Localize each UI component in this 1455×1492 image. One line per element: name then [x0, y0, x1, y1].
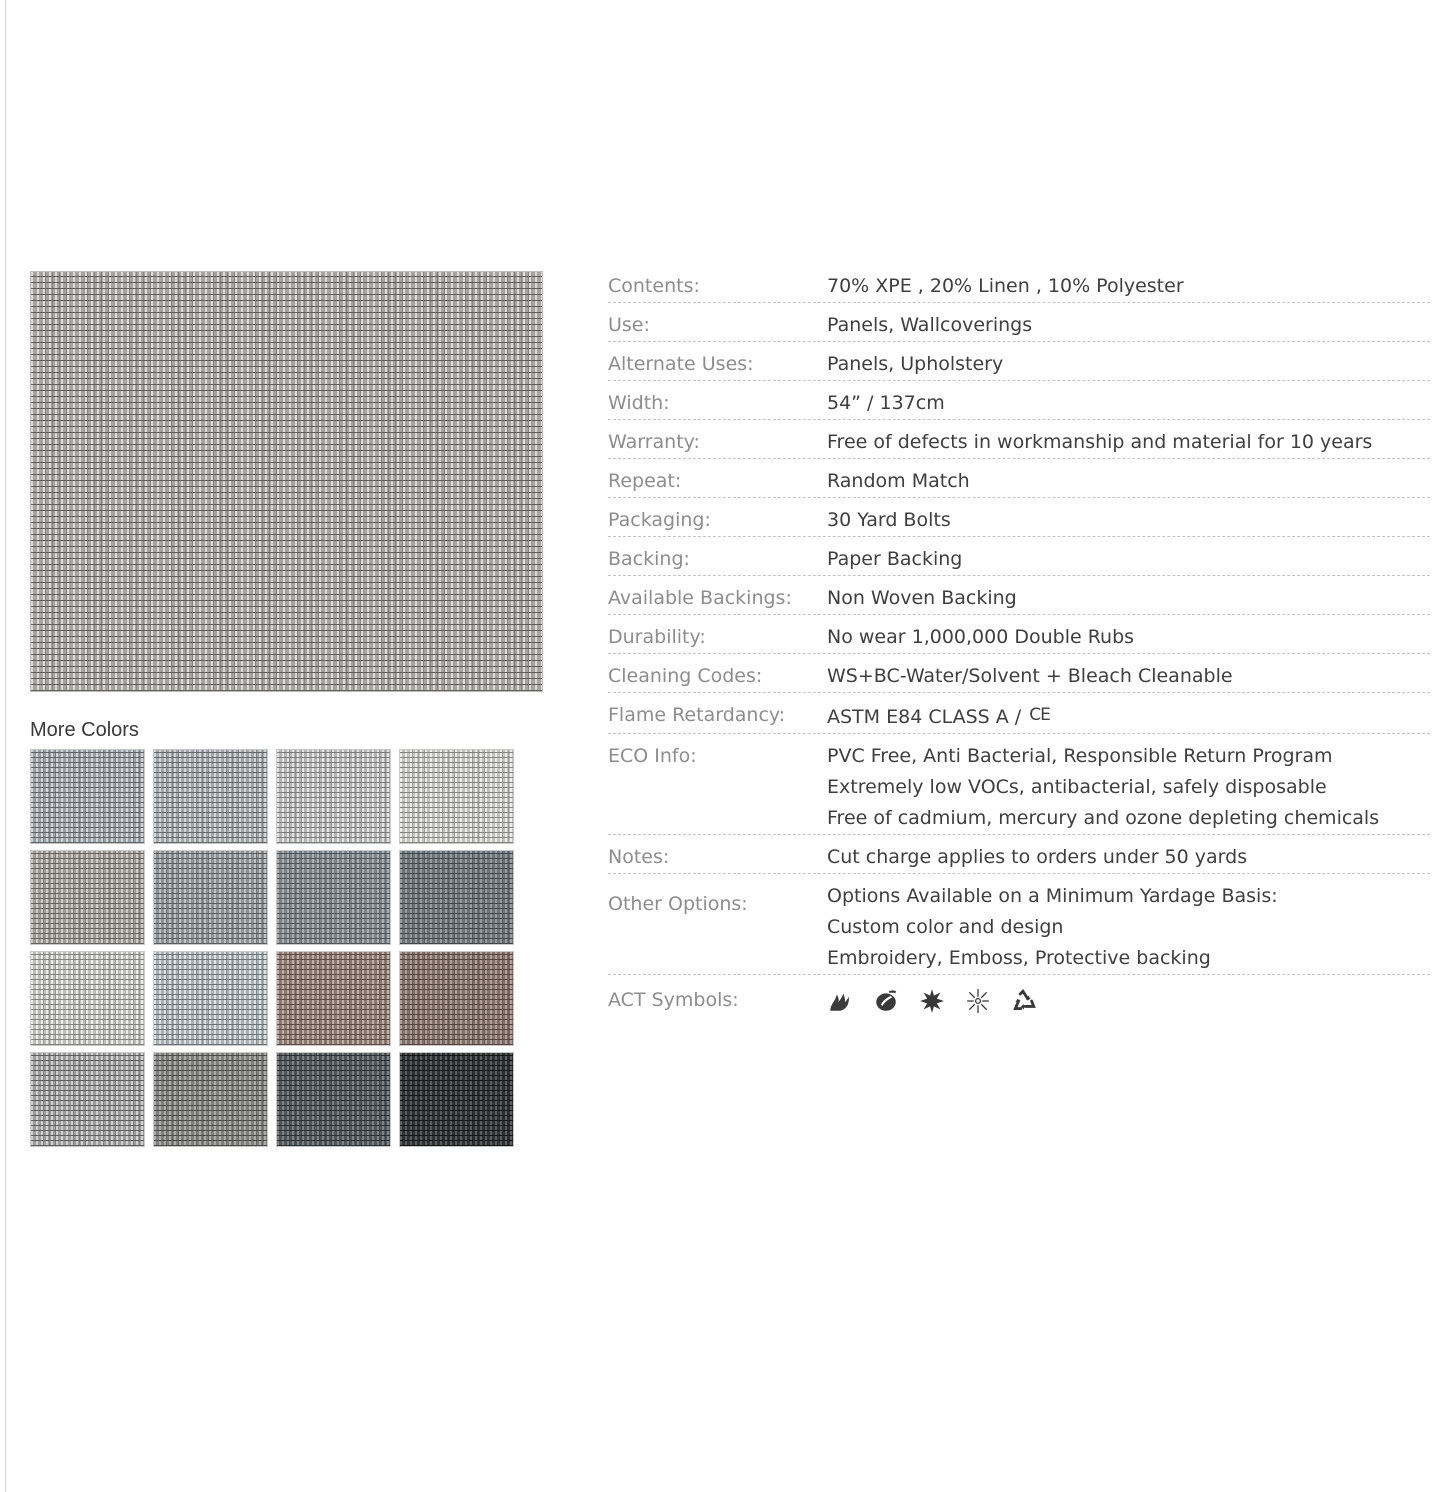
specs-table — [608, 264, 1430, 1016]
spec-row-flame-retardancy — [608, 693, 1430, 734]
act-symbols — [827, 985, 1037, 1016]
color-swatch-1[interactable] — [30, 749, 145, 844]
spec-row-eco-info — [608, 734, 1430, 835]
spec-value: Panels, Upholstery — [827, 353, 1004, 375]
spec-label: Contents: — [608, 275, 700, 297]
spec-label: Durability: — [608, 626, 706, 648]
spec-value: Free of defects in workmanship and material for 10 years — [827, 431, 1373, 453]
spec-value — [827, 700, 1430, 733]
flammability-icon — [827, 988, 853, 1014]
spec-row-act-symbols — [608, 975, 1430, 1016]
spec-row-packaging — [608, 498, 1430, 537]
color-swatch-16[interactable] — [399, 1052, 514, 1147]
page-left-edge-rule — [5, 0, 6, 1492]
spec-row-backing — [608, 537, 1430, 576]
color-swatch-7[interactable] — [276, 850, 391, 945]
spec-label: ECO Info: — [608, 745, 697, 767]
color-swatch-6[interactable] — [153, 850, 268, 945]
spec-value: Random Match — [827, 470, 970, 492]
spec-row-cleaning-codes — [608, 654, 1430, 693]
other-options-line: Embroidery, Emboss, Protective backing — [827, 947, 1211, 969]
spec-label: Other Options: — [608, 893, 748, 915]
spec-value: 70% XPE , 20% Linen , 10% Polyester — [827, 275, 1184, 297]
spec-value: 30 Yard Bolts — [827, 509, 951, 531]
color-swatch-15[interactable] — [276, 1052, 391, 1147]
other-options-line: Custom color and design — [827, 916, 1064, 938]
spec-value — [827, 881, 1430, 974]
spec-label: Alternate Uses: — [608, 353, 754, 375]
color-swatch-12[interactable] — [399, 951, 514, 1046]
spec-row-alternate-uses — [608, 342, 1430, 381]
spec-row-width — [608, 381, 1430, 420]
spec-value: No wear 1,000,000 Double Rubs — [827, 626, 1135, 648]
color-swatch-3[interactable] — [276, 749, 391, 844]
spec-row-contents — [608, 264, 1430, 303]
spec-label: Width: — [608, 392, 670, 414]
flame-retardancy-text: ASTM E84 CLASS A / — [827, 706, 1028, 728]
spec-label: Notes: — [608, 846, 670, 868]
more-colors-grid — [30, 749, 514, 1147]
spec-label: Use: — [608, 314, 650, 336]
other-options-line: Options Available on a Minimum Yardage Basis: — [827, 885, 1278, 907]
spec-label: Cleaning Codes: — [608, 665, 763, 687]
main-fabric-swatch — [30, 271, 543, 692]
spec-label: Repeat: — [608, 470, 682, 492]
spec-row-repeat — [608, 459, 1430, 498]
spec-label: ACT Symbols: — [608, 989, 739, 1011]
wet-crocking-icon — [873, 988, 899, 1014]
spec-row-use — [608, 303, 1430, 342]
ce-mark-icon: CE — [1029, 705, 1050, 725]
spec-value — [827, 741, 1430, 834]
eco-info-line: Free of cadmium, mercury and ozone depleting chemicals — [827, 807, 1380, 829]
spec-value: Non Woven Backing — [827, 587, 1017, 609]
spec-label: Packaging: — [608, 509, 711, 531]
spec-row-warranty — [608, 420, 1430, 459]
spec-row-available-backings — [608, 576, 1430, 615]
color-swatch-9[interactable] — [30, 951, 145, 1046]
spec-value: 54” / 137cm — [827, 392, 945, 414]
color-swatch-2[interactable] — [153, 749, 268, 844]
color-swatch-14[interactable] — [153, 1052, 268, 1147]
dry-crocking-icon — [919, 988, 945, 1014]
spec-label: Backing: — [608, 548, 690, 570]
color-swatch-11[interactable] — [276, 951, 391, 1046]
eco-info-line: PVC Free, Anti Bacterial, Responsible Return Program — [827, 745, 1333, 767]
spec-value: Cut charge applies to orders under 50 yards — [827, 846, 1248, 868]
colorfastness-to-light-icon — [965, 988, 991, 1014]
more-colors-title: More Colors — [30, 719, 139, 741]
spec-row-durability — [608, 615, 1430, 654]
color-swatch-5[interactable] — [30, 850, 145, 945]
spec-value: Paper Backing — [827, 548, 963, 570]
color-swatch-13[interactable] — [30, 1052, 145, 1147]
spec-label: Warranty: — [608, 431, 700, 453]
spec-row-other-options — [608, 874, 1430, 975]
physical-properties-icon — [1011, 988, 1037, 1014]
spec-value: WS+BC-Water/Solvent + Bleach Cleanable — [827, 665, 1233, 687]
color-swatch-8[interactable] — [399, 850, 514, 945]
spec-label: Flame Retardancy: — [608, 704, 786, 726]
spec-row-notes — [608, 835, 1430, 874]
spec-value: Panels, Wallcoverings — [827, 314, 1033, 336]
eco-info-line: Extremely low VOCs, antibacterial, safely disposable — [827, 776, 1327, 798]
spec-label: Available Backings: — [608, 587, 792, 609]
color-swatch-10[interactable] — [153, 951, 268, 1046]
color-swatch-4[interactable] — [399, 749, 514, 844]
